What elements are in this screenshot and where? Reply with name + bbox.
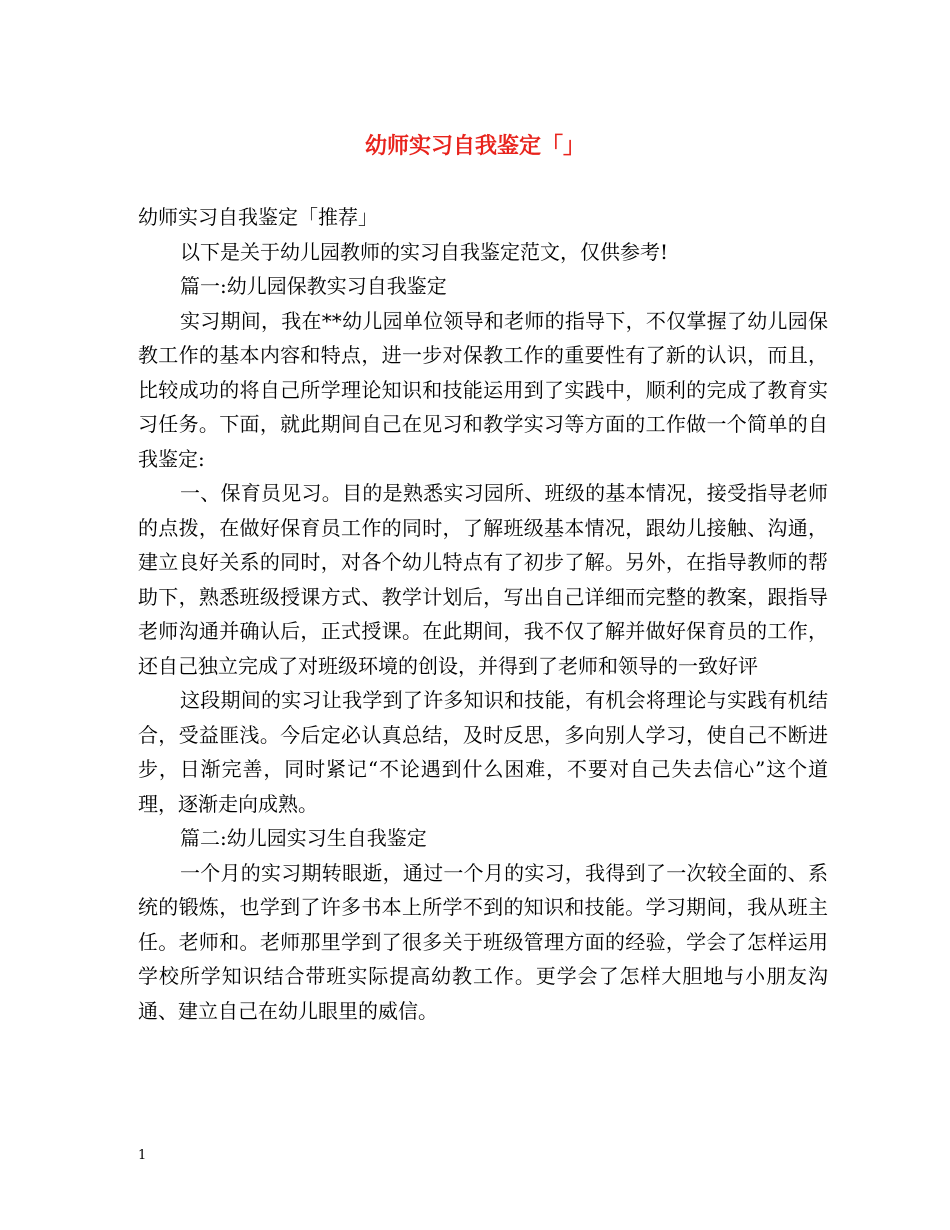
paragraph: 实习期间，我在**幼儿园单位领导和老师的指导下，不仅掌握了幼儿园保教工作的基本内容和特点，进一步对保教工作的重要性有了新的认识，而且，比较成功的将自己所学理论知识和技能运用到了实践中，顺利的完成了教育实习任务。下面，就此期间自己在见习和教学实习等方面的工作做一个简单的自我鉴定: [138, 308, 828, 471]
paragraph: 这段期间的实习让我学到了许多知识和技能，有机会将理论与实践有机结合，受益匪浅。今后定必认真总结，及时反思，多向别人学习，使自己不断进步，日渐完善，同时紧记“不论遇到什么困难，不要对自己失去信心”这个道理，逐渐走向成熟。 [138, 688, 828, 816]
document-title: 幼师实习自我鉴定「」 [364, 133, 585, 159]
paragraph: 一、保育员见习。目的是熟悉实习园所、班级的基本情况，接受指导老师的点拨，在做好保育员工作的同时，了解班级基本情况，跟幼儿接触、沟通，建立良好关系的同时，对各个幼儿特点有了初步了解。另外，在指导教师的帮助下，熟悉班级授课方式、教学计划后，写出自己详细而完整的教案，跟指导老师沟通并确认后，正式授课。在此期间，我不仅了解并做好保育员的工作，还自己独立完成了对班级环境的创设，并得到了老师和领导的一致好评 [138, 481, 828, 678]
section-heading-1: 篇一:幼儿园保教实习自我鉴定 [180, 274, 447, 298]
paragraph-heading: 幼师实习自我鉴定「推荐」 [138, 205, 378, 229]
page-number: 1 [138, 1148, 147, 1163]
document-body [138, 200, 828, 1028]
paragraph: 一个月的实习期转眼逝，通过一个月的实习，我得到了一次较全面的、系统的锻炼，也学到了许多书本上所学不到的知识和技能。学习期间，我从班主任。老师和。老师那里学到了很多关于班级管理方面的经验，学会了怎样运用学校所学知识结合带班实际提高幼教工作。更学会了怎样大胆地与小朋友沟通、建立自己在幼儿眼里的威信。 [138, 860, 828, 1023]
paragraph-intro: 以下是关于幼儿园教师的实习自我鉴定范文，仅供参考! [180, 239, 669, 264]
section-heading-2: 篇二:幼儿园实习生自我鉴定 [180, 826, 427, 850]
